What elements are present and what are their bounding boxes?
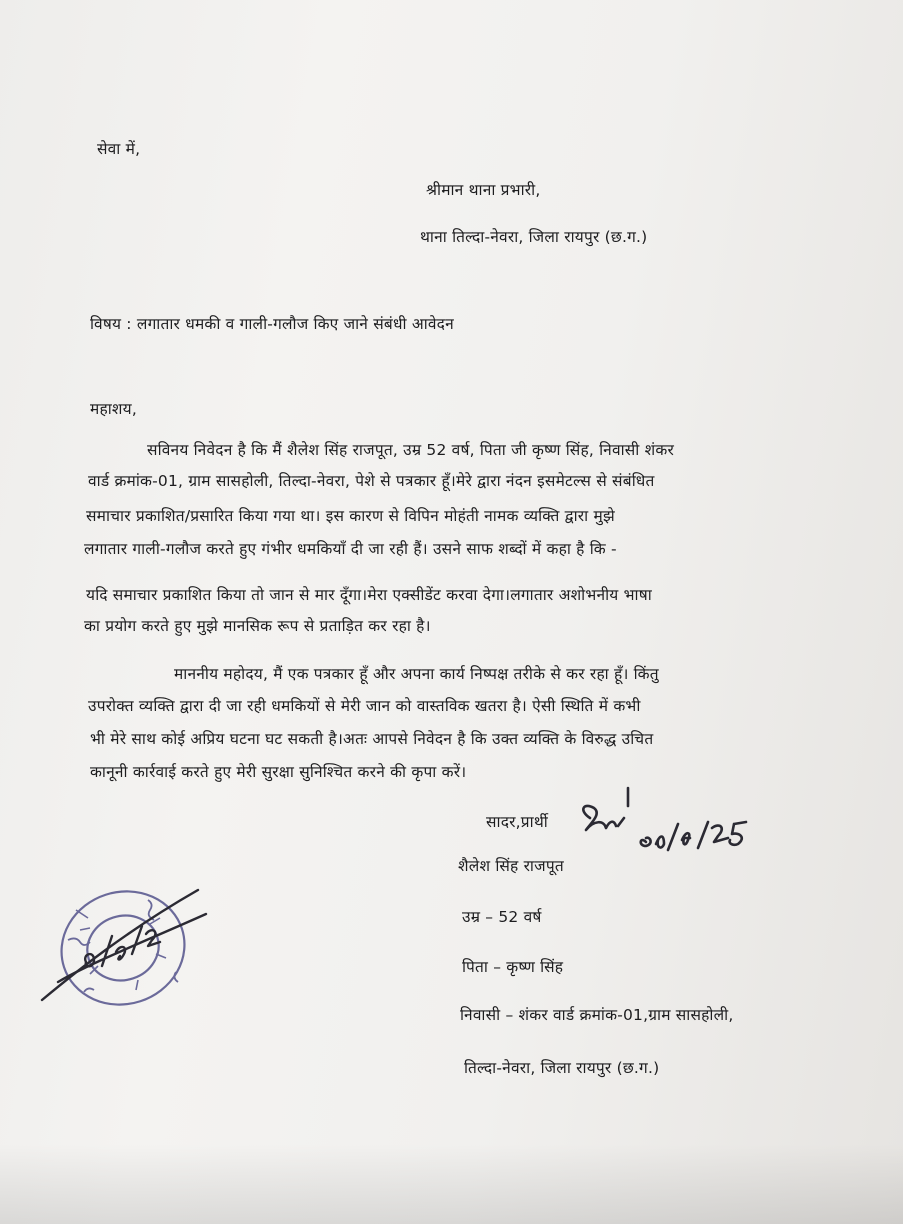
office-stamp-image: [28, 870, 218, 1020]
applicant-residence-2: तिल्दा-नेवरा, जिला रायपुर (छ.ग.): [464, 1059, 660, 1077]
handwritten-signature-image: [568, 780, 768, 870]
greeting: महाशय,: [90, 400, 137, 418]
applicant-name: शैलेश सिंह राजपूत: [458, 857, 564, 875]
para1-line: सविनय निवेदन है कि मैं शैलेश सिंह राजपूत, उम्र 52 वर्ष, पिता जी कृष्ण सिंह, निवासी शंकर: [147, 441, 675, 459]
applicant-age: उम्र – 52 वर्ष: [462, 908, 542, 926]
recipient-address: थाना तिल्दा-नेवरा, जिला रायपुर (छ.ग.): [420, 228, 648, 246]
para1-line: लगातार गाली-गलौज करते हुए गंभीर धमकियाँ दी जा रही हैं। उसने साफ शब्दों में कहा है कि -: [84, 540, 617, 558]
para3-line: कानूनी कार्रवाई करते हुए मेरी सुरक्षा सुनिश्चित करने की कृपा करें।: [90, 763, 467, 781]
para1-line: समाचार प्रकाशित/प्रसारित किया गया था। इस कारण से विपिन मोहंती नामक व्यक्ति द्वारा मुझे: [86, 507, 615, 525]
page-shadow: [0, 1144, 903, 1224]
closing: सादर,प्रार्थी: [486, 813, 548, 831]
salutation-to: सेवा में,: [97, 140, 141, 158]
para3-line: उपरोक्त व्यक्ति द्वारा दी जा रही धमकियों से मेरी जान को वास्तविक खतरा है। ऐसी स्थिति में कभी: [88, 697, 641, 715]
applicant-father: पिता – कृष्ण सिंह: [462, 958, 564, 976]
subject-line: विषय : लगातार धमकी व गाली-गलौज किए जाने संबंधी आवेदन: [90, 315, 454, 333]
para3-line: भी मेरे साथ कोई अप्रिय घटना घट सकती है।अतः आपसे निवेदन है कि उक्त व्यक्ति के विरुद्ध उचित: [90, 730, 654, 748]
para3-line: माननीय महोदय, मैं एक पत्रकार हूँ और अपना कार्य निष्पक्ष तरीके से कर रहा हूँ। किंतु: [174, 665, 659, 683]
applicant-residence: निवासी – शंकर वार्ड क्रमांक-01,ग्राम सासहोली,: [460, 1006, 734, 1024]
recipient-title: श्रीमान थाना प्रभारी,: [426, 181, 541, 199]
para1-line: वार्ड क्रमांक-01, ग्राम सासहोली, तिल्दा-नेवरा, पेशे से पत्रकार हूँ।मेरे द्वारा नंदन इसमेटल्स से संबंधित: [88, 472, 655, 490]
para2-line: का प्रयोग करते हुए मुझे मानसिक रूप से प्रताड़ित कर रहा है।: [84, 617, 431, 635]
para2-line: यदि समाचार प्रकाशित किया तो जान से मार दूँगा।मेरा एक्सीडेंट करवा देगा।लगातार अशोभनीय भाषा: [86, 586, 652, 604]
